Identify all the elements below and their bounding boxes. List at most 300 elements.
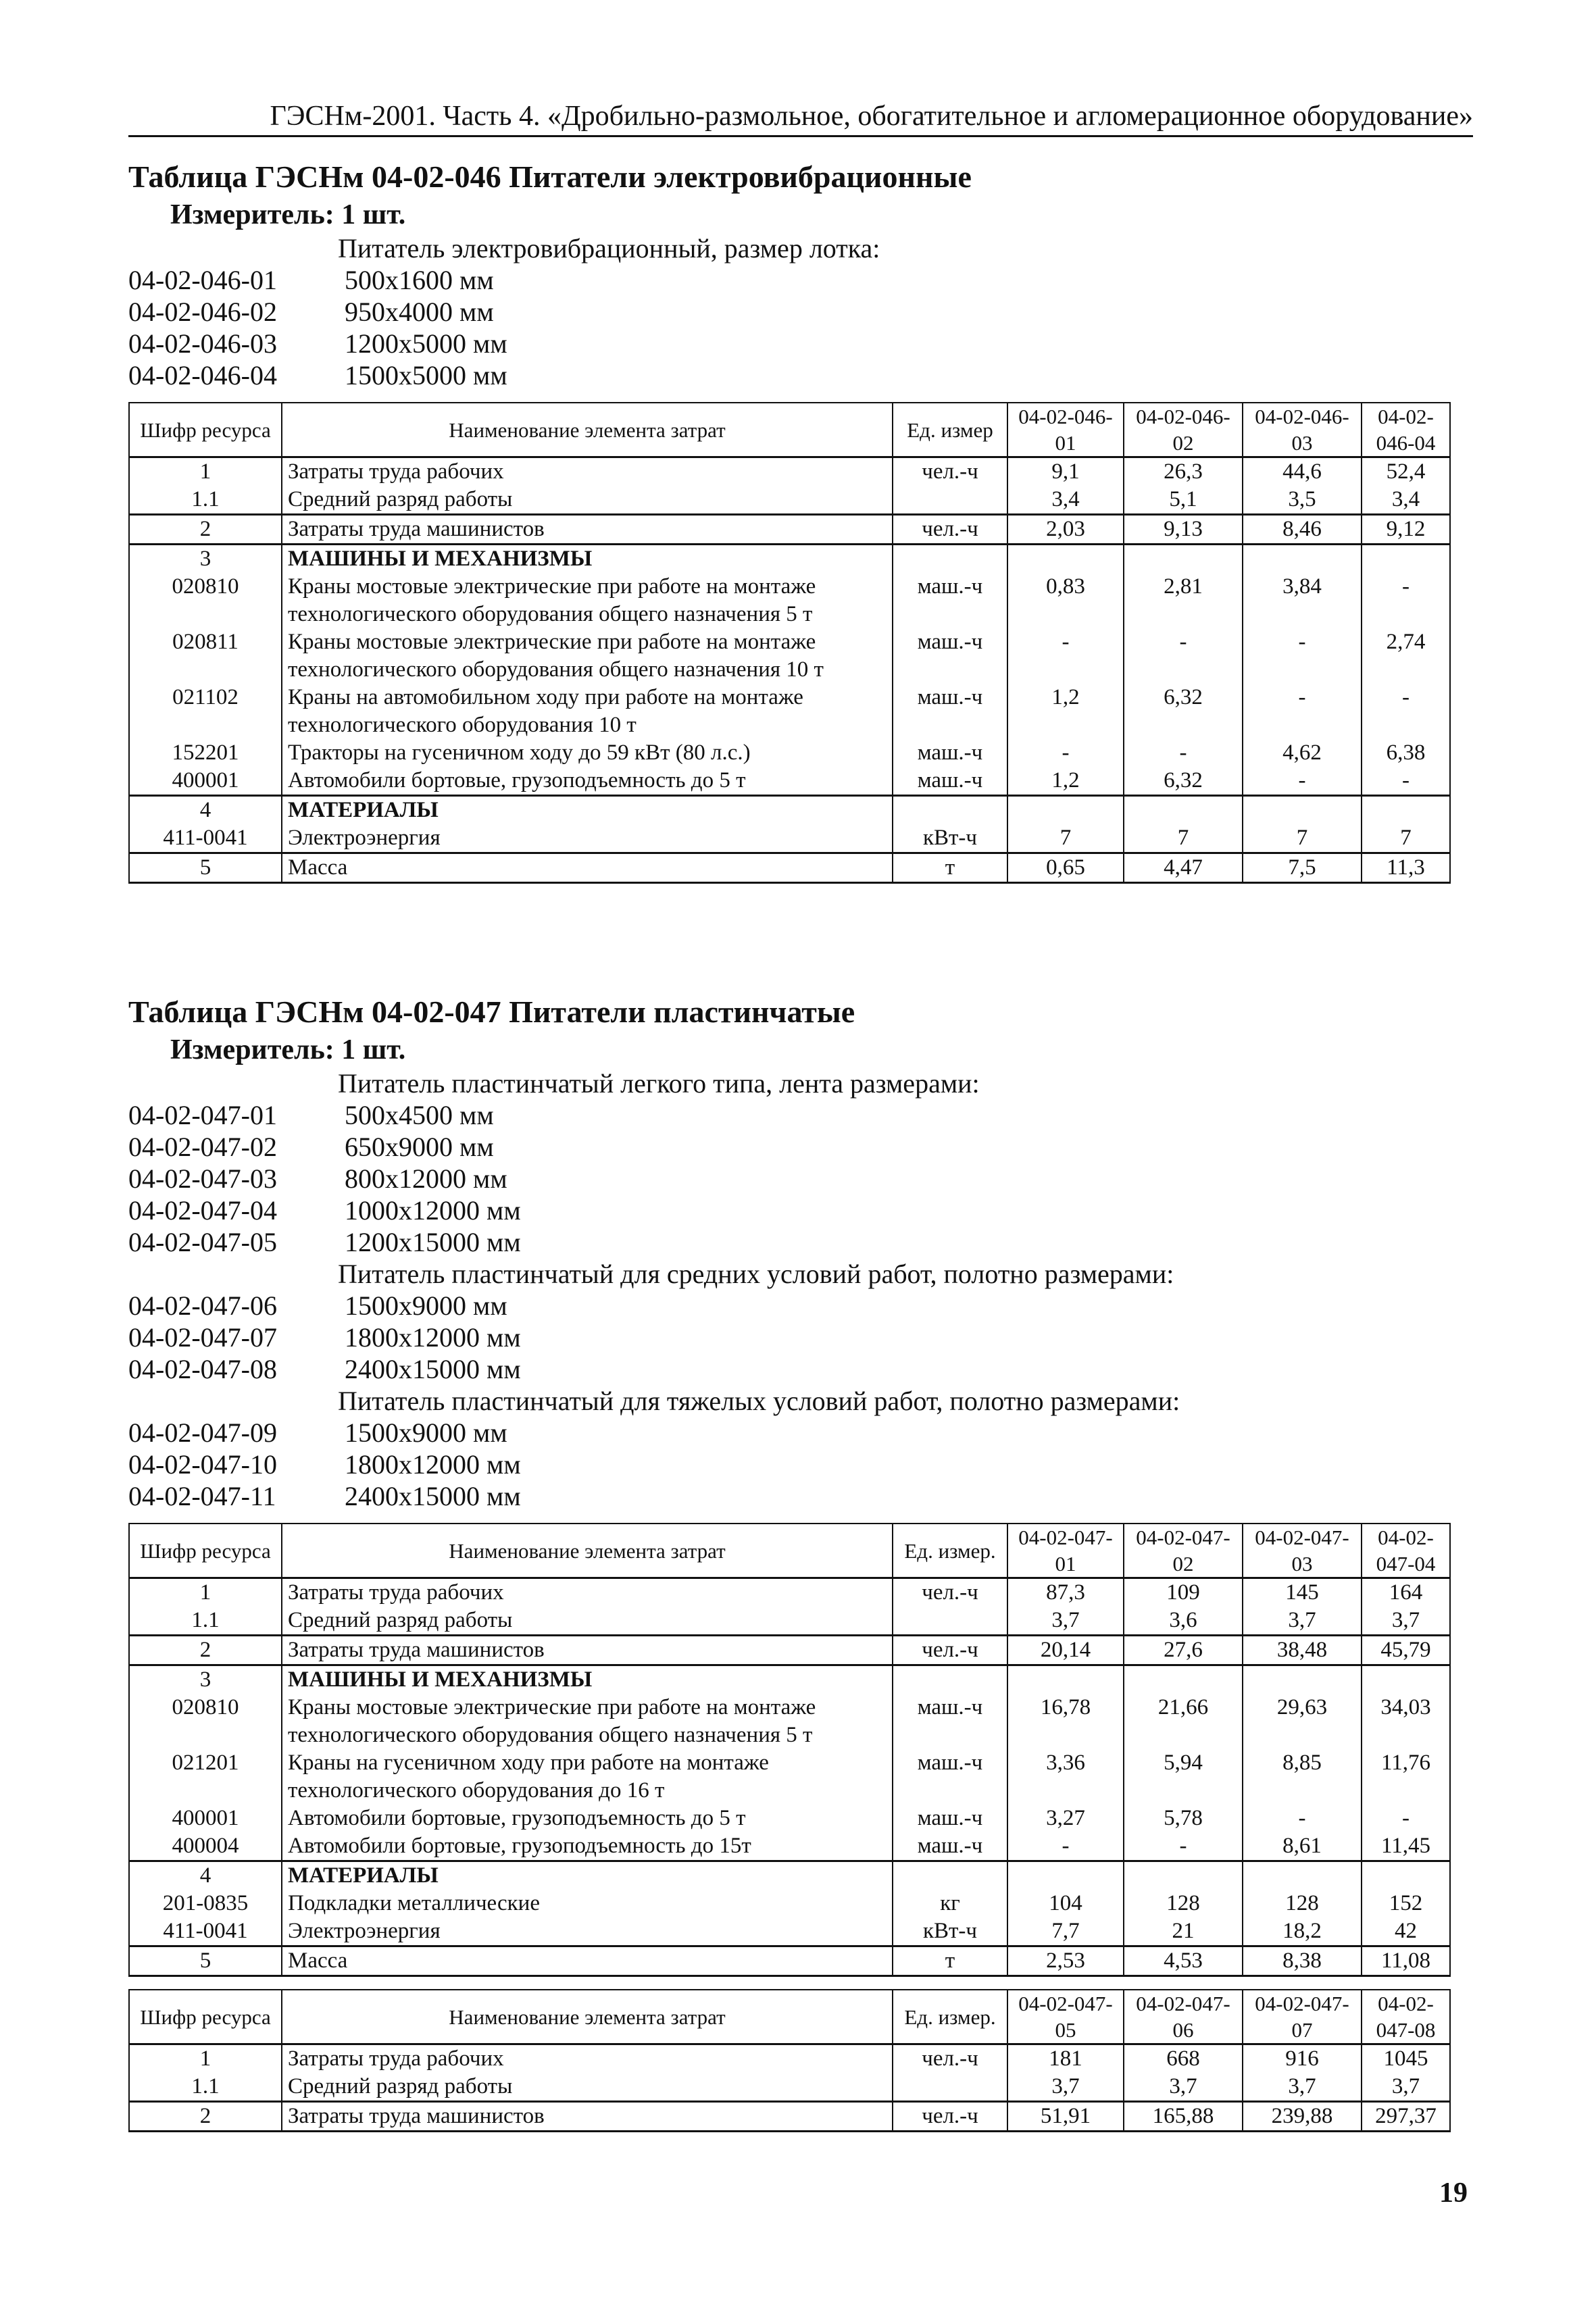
row-value: -: [1124, 739, 1243, 767]
table-row: [129, 1917, 1450, 1946]
row-code: 1.1: [129, 2073, 282, 2102]
row-code: 3: [129, 545, 282, 574]
header-code: Шифр ресурса: [129, 1524, 282, 1578]
variant-code: 04-02-046-02: [128, 297, 277, 327]
row-name: Автомобили бортовые, грузоподъемность до 5 т: [282, 767, 893, 796]
variant-group-header: Питатель электровибрационный, размер лотка:: [338, 233, 880, 263]
row-value: 5,78: [1124, 1805, 1243, 1832]
row-value: -: [1362, 1805, 1450, 1832]
row-value: 7: [1243, 824, 1362, 853]
row-unit: кВт-ч: [893, 824, 1007, 853]
table-row: [129, 457, 1450, 486]
row-code: 400004: [129, 1832, 282, 1861]
variant-code: 04-02-047-07: [128, 1322, 277, 1353]
row-value: [1007, 796, 1124, 825]
variant-code: 04-02-047-04: [128, 1195, 277, 1226]
row-value: 1045: [1362, 2044, 1450, 2073]
row-unit: [893, 1665, 1007, 1694]
row-name: Затраты труда машинистов: [282, 2102, 893, 2132]
row-value: 27,6: [1124, 1636, 1243, 1665]
row-value: [1243, 1861, 1362, 1890]
row-value: 9,12: [1362, 515, 1450, 545]
row-value: 181: [1007, 2044, 1124, 2073]
row-value: [1362, 1861, 1450, 1890]
row-value: 128: [1124, 1890, 1243, 1917]
table-047-unit: Измеритель: 1 шт.: [170, 1034, 406, 1065]
row-value: [1243, 545, 1362, 574]
table-row: [129, 1636, 1450, 1665]
header-norm-code: 04-02-047-06: [1124, 1990, 1243, 2044]
row-value: [1362, 545, 1450, 574]
variant-row: [128, 328, 1473, 359]
variant-row: [128, 264, 1473, 296]
row-value: 2,81: [1124, 573, 1243, 628]
row-value: 21,66: [1124, 1694, 1243, 1749]
row-value: 6,38: [1362, 739, 1450, 767]
row-value: 6,32: [1124, 767, 1243, 796]
row-value: 3,36: [1007, 1749, 1124, 1805]
row-unit: маш.-ч: [893, 767, 1007, 796]
row-value: -: [1362, 767, 1450, 796]
variant-size: 1500x9000 мм: [345, 1290, 507, 1321]
row-unit: т: [893, 1946, 1007, 1976]
row-value: 109: [1124, 1578, 1243, 1607]
row-name: Электроэнергия: [282, 824, 893, 853]
table-row: [129, 486, 1450, 515]
row-name: Затраты труда рабочих: [282, 457, 893, 486]
row-value: -: [1124, 1832, 1243, 1861]
variant-row: [128, 1322, 1473, 1353]
variant-group-header: Питатель пластинчатый легкого типа, лента размерами:: [338, 1068, 980, 1099]
row-value: 104: [1007, 1890, 1124, 1917]
row-value: 34,03: [1362, 1694, 1450, 1749]
variant-size: 2400x15000 мм: [345, 1354, 521, 1384]
row-code: 020810: [129, 1694, 282, 1749]
row-code: 152201: [129, 739, 282, 767]
row-value: 1,2: [1007, 767, 1124, 796]
row-value: 3,7: [1243, 1607, 1362, 1636]
row-value: 7,5: [1243, 853, 1362, 883]
variant-size: 1200x5000 мм: [345, 328, 507, 359]
row-unit: чел.-ч: [893, 457, 1007, 486]
table-row: [129, 515, 1450, 545]
row-name: Краны мостовые электрические при работе на монтаже технологического оборудования общего назначения 10 т: [282, 628, 893, 684]
row-value: 3,4: [1362, 486, 1450, 515]
variant-group-header: Питатель пластинчатый для средних условий работ, полотно размерами:: [338, 1259, 1174, 1289]
row-name: Затраты труда рабочих: [282, 2044, 893, 2073]
row-value: 18,2: [1243, 1917, 1362, 1946]
row-name: Средний разряд работы: [282, 1607, 893, 1636]
row-value: 21: [1124, 1917, 1243, 1946]
row-value: 52,4: [1362, 457, 1450, 486]
row-value: 916: [1243, 2044, 1362, 2073]
row-value: 20,14: [1007, 1636, 1124, 1665]
running-head: ГЭСНм-2001. Часть 4. «Дробильно-размольное, обогатительное и агломерационное оборудование»: [128, 100, 1473, 137]
row-code: 2: [129, 515, 282, 545]
row-code: 1: [129, 457, 282, 486]
row-value: 8,85: [1243, 1749, 1362, 1805]
row-value: 0,83: [1007, 573, 1124, 628]
resource-table-047-part2: [128, 1989, 1451, 2132]
row-value: 128: [1243, 1890, 1362, 1917]
table-row: [129, 1578, 1450, 1607]
row-unit: чел.-ч: [893, 2102, 1007, 2132]
row-unit: маш.-ч: [893, 1805, 1007, 1832]
header-norm-code: 04-02-047-03: [1243, 1524, 1362, 1578]
row-name: Тракторы на гусеничном ходу до 59 кВт (80 л.с.): [282, 739, 893, 767]
row-code: 201-0835: [129, 1890, 282, 1917]
row-code: 411-0041: [129, 824, 282, 853]
table-047-title: Таблица ГЭСНм 04-02-047 Питатели пластинчатые: [128, 995, 855, 1029]
row-unit: маш.-ч: [893, 628, 1007, 684]
row-value: 5,1: [1124, 486, 1243, 515]
row-name: Автомобили бортовые, грузоподъемность до 5 т: [282, 1805, 893, 1832]
row-value: 3,7: [1362, 2073, 1450, 2102]
row-value: [1007, 545, 1124, 574]
table-046-unit: Измеритель: 1 шт.: [170, 199, 406, 230]
table-header: [129, 1524, 1450, 1578]
row-unit: маш.-ч: [893, 1832, 1007, 1861]
variant-size: 950x4000 мм: [345, 297, 494, 327]
row-unit: [893, 545, 1007, 574]
section-table-047: [128, 992, 1473, 2132]
row-value: 3,4: [1007, 486, 1124, 515]
row-code: 021201: [129, 1749, 282, 1805]
row-value: -: [1362, 684, 1450, 739]
row-name: Электроэнергия: [282, 1917, 893, 1946]
row-unit: [893, 486, 1007, 515]
variant-row: [128, 1099, 1473, 1131]
row-value: 8,38: [1243, 1946, 1362, 1976]
row-value: 51,91: [1007, 2102, 1124, 2132]
row-value: -: [1243, 684, 1362, 739]
row-name: МАШИНЫ И МЕХАНИЗМЫ: [282, 1665, 893, 1694]
row-name: Затраты труда рабочих: [282, 1578, 893, 1607]
variant-code: 04-02-047-03: [128, 1163, 277, 1194]
variant-code: 04-02-046-03: [128, 328, 277, 359]
row-value: [1007, 1861, 1124, 1890]
variant-row: [128, 1290, 1473, 1322]
row-code: 400001: [129, 1805, 282, 1832]
variant-row: [128, 1194, 1473, 1226]
row-value: 4,62: [1243, 739, 1362, 767]
row-code: 3: [129, 1665, 282, 1694]
row-name: Масса: [282, 1946, 893, 1976]
row-unit: чел.-ч: [893, 515, 1007, 545]
row-code: 020811: [129, 628, 282, 684]
row-value: 26,3: [1124, 457, 1243, 486]
row-value: 7: [1124, 824, 1243, 853]
row-value: 3,7: [1124, 2073, 1243, 2102]
header-code: Шифр ресурса: [129, 403, 282, 457]
row-value: 3,27: [1007, 1805, 1124, 1832]
row-value: -: [1007, 628, 1124, 684]
header-name: Наименование элемента затрат: [282, 403, 893, 457]
row-value: 42: [1362, 1917, 1450, 1946]
row-unit: маш.-ч: [893, 573, 1007, 628]
row-value: 29,63: [1243, 1694, 1362, 1749]
page-number: 19: [1439, 2178, 1468, 2209]
row-code: 1: [129, 1578, 282, 1607]
row-value: 8,46: [1243, 515, 1362, 545]
row-code: 400001: [129, 767, 282, 796]
header-unit: Ед. измер.: [893, 1524, 1007, 1578]
row-value: 11,08: [1362, 1946, 1450, 1976]
variant-row: [128, 1131, 1473, 1163]
row-name: Подкладки металлические: [282, 1890, 893, 1917]
row-unit: [893, 2073, 1007, 2102]
row-value: 9,1: [1007, 457, 1124, 486]
header-row: [129, 1990, 1450, 2044]
table-row: [129, 767, 1450, 796]
row-code: 411-0041: [129, 1917, 282, 1946]
variant-size: 500x1600 мм: [345, 265, 494, 295]
row-value: [1362, 1665, 1450, 1694]
table-row: [129, 684, 1450, 739]
header-norm-code: 04-02-047-02: [1124, 1524, 1243, 1578]
row-value: 45,79: [1362, 1636, 1450, 1665]
row-value: 4,53: [1124, 1946, 1243, 1976]
row-value: [1124, 796, 1243, 825]
variant-code: 04-02-046-04: [128, 360, 277, 391]
variant-row: [128, 1449, 1473, 1480]
variant-group-header: Питатель пластинчатый для тяжелых условий работ, полотно размерами:: [338, 1386, 1180, 1416]
row-name: МАШИНЫ И МЕХАНИЗМЫ: [282, 545, 893, 574]
row-name: МАТЕРИАЛЫ: [282, 796, 893, 825]
table-046-title: Таблица ГЭСНм 04-02-046 Питатели электровибрационные: [128, 159, 972, 194]
row-value: 11,45: [1362, 1832, 1450, 1861]
variant-row: [128, 1417, 1473, 1449]
header-code: Шифр ресурса: [129, 1990, 282, 2044]
row-value: 9,13: [1124, 515, 1243, 545]
variant-size: 1500x5000 мм: [345, 360, 507, 391]
row-unit: чел.-ч: [893, 2044, 1007, 2073]
row-code: 2: [129, 1636, 282, 1665]
row-value: [1124, 1665, 1243, 1694]
row-value: 2,03: [1007, 515, 1124, 545]
row-name: Краны мостовые электрические при работе на монтаже технологического оборудования общего назначения 5 т: [282, 573, 893, 628]
row-value: -: [1243, 1805, 1362, 1832]
variant-row: [128, 359, 1473, 391]
resource-table-046: [128, 402, 1451, 884]
header-norm-code: 04-02-047-08: [1362, 1990, 1450, 2044]
table-row: [129, 1946, 1450, 1976]
row-value: 6,32: [1124, 684, 1243, 739]
row-value: 8,61: [1243, 1832, 1362, 1861]
table-row: [129, 573, 1450, 628]
row-value: 0,65: [1007, 853, 1124, 883]
header-norm-code: 04-02-047-07: [1243, 1990, 1362, 2044]
row-value: 2,53: [1007, 1946, 1124, 1976]
row-value: [1362, 796, 1450, 825]
row-name: Краны на автомобильном ходу при работе на монтаже технологического оборудования 10 т: [282, 684, 893, 739]
table-row: [129, 1861, 1450, 1890]
row-value: -: [1362, 573, 1450, 628]
table-row: [129, 2073, 1450, 2102]
table-row: [129, 2102, 1450, 2132]
header-norm-code: 04-02-046-03: [1243, 403, 1362, 457]
variant-size: 1000x12000 мм: [345, 1195, 521, 1226]
row-name: Краны мостовые электрические при работе на монтаже технологического оборудования общего назначения 5 т: [282, 1694, 893, 1749]
table-row: [129, 628, 1450, 684]
row-value: [1124, 1861, 1243, 1890]
row-unit: маш.-ч: [893, 1694, 1007, 1749]
row-value: 7,7: [1007, 1917, 1124, 1946]
table-row: [129, 1694, 1450, 1749]
row-value: 145: [1243, 1578, 1362, 1607]
row-code: 5: [129, 853, 282, 883]
table-header: [129, 1990, 1450, 2044]
row-value: 1,2: [1007, 684, 1124, 739]
table-row: [129, 1832, 1450, 1861]
row-value: -: [1124, 628, 1243, 684]
row-value: -: [1243, 767, 1362, 796]
header-norm-code: 04-02-047-04: [1362, 1524, 1450, 1578]
row-value: 152: [1362, 1890, 1450, 1917]
table-row: [129, 1890, 1450, 1917]
variant-row: [128, 1480, 1473, 1512]
header-norm-code: 04-02-047-01: [1007, 1524, 1124, 1578]
row-value: -: [1007, 739, 1124, 767]
variant-size: 1800x12000 мм: [345, 1322, 521, 1353]
row-code: 5: [129, 1946, 282, 1976]
row-unit: кВт-ч: [893, 1917, 1007, 1946]
table-header: [129, 403, 1450, 457]
table-046-variants: [128, 232, 1473, 391]
row-name: Средний разряд работы: [282, 486, 893, 515]
row-value: 2,74: [1362, 628, 1450, 684]
row-value: 239,88: [1243, 2102, 1362, 2132]
table-row: [129, 824, 1450, 853]
variant-size: 800x12000 мм: [345, 1163, 507, 1194]
row-value: 3,7: [1007, 1607, 1124, 1636]
variant-size: 1500x9000 мм: [345, 1417, 507, 1448]
variant-row: [128, 296, 1473, 328]
variant-code: 04-02-047-09: [128, 1417, 277, 1448]
row-value: 668: [1124, 2044, 1243, 2073]
header-norm-code: 04-02-046-04: [1362, 403, 1450, 457]
row-value: 5,94: [1124, 1749, 1243, 1805]
variant-row: [128, 1226, 1473, 1258]
row-value: [1007, 1665, 1124, 1694]
header-name: Наименование элемента затрат: [282, 1990, 893, 2044]
row-value: 7: [1362, 824, 1450, 853]
row-value: [1124, 545, 1243, 574]
row-value: 11,3: [1362, 853, 1450, 883]
variant-code: 04-02-046-01: [128, 265, 277, 295]
variant-row: [128, 1353, 1473, 1385]
header-norm-code: 04-02-046-01: [1007, 403, 1124, 457]
row-value: 3,7: [1243, 2073, 1362, 2102]
row-unit: кг: [893, 1890, 1007, 1917]
variant-size: 1200x15000 мм: [345, 1227, 521, 1257]
row-value: 38,48: [1243, 1636, 1362, 1665]
variant-size: 1800x12000 мм: [345, 1449, 521, 1480]
row-value: 87,3: [1007, 1578, 1124, 1607]
row-value: 297,37: [1362, 2102, 1450, 2132]
table-body: [129, 2044, 1450, 2132]
row-code: 4: [129, 796, 282, 825]
row-value: [1243, 1665, 1362, 1694]
row-value: 3,7: [1007, 2073, 1124, 2102]
variant-code: 04-02-047-01: [128, 1100, 277, 1130]
row-value: 4,47: [1124, 853, 1243, 883]
variant-code: 04-02-047-05: [128, 1227, 277, 1257]
row-unit: [893, 796, 1007, 825]
table-body: [129, 1578, 1450, 1976]
row-code: 2: [129, 2102, 282, 2132]
variant-list: [128, 264, 1473, 391]
table-row: [129, 739, 1450, 767]
variant-size: 2400x15000 мм: [345, 1481, 521, 1511]
row-name: МАТЕРИАЛЫ: [282, 1861, 893, 1890]
table-row: [129, 545, 1450, 574]
table-body: [129, 457, 1450, 883]
row-code: 1.1: [129, 1607, 282, 1636]
row-value: 44,6: [1243, 457, 1362, 486]
table-row: [129, 1805, 1450, 1832]
row-value: 165,88: [1124, 2102, 1243, 2132]
variant-row: [128, 1163, 1473, 1194]
row-value: -: [1007, 1832, 1124, 1861]
header-row: [129, 403, 1450, 457]
variant-code: 04-02-047-08: [128, 1354, 277, 1384]
row-unit: маш.-ч: [893, 1749, 1007, 1805]
row-name: Средний разряд работы: [282, 2073, 893, 2102]
row-unit: чел.-ч: [893, 1578, 1007, 1607]
row-name: Масса: [282, 853, 893, 883]
row-value: 3,7: [1362, 1607, 1450, 1636]
row-code: 4: [129, 1861, 282, 1890]
row-value: 16,78: [1007, 1694, 1124, 1749]
variant-code: 04-02-047-06: [128, 1290, 277, 1321]
variant-size: 500x4500 мм: [345, 1100, 494, 1130]
variant-code: 04-02-047-11: [128, 1481, 276, 1511]
row-unit: т: [893, 853, 1007, 883]
table-row: [129, 1665, 1450, 1694]
header-row: [129, 1524, 1450, 1578]
row-value: 3,84: [1243, 573, 1362, 628]
header-norm-code: 04-02-047-05: [1007, 1990, 1124, 2044]
row-code: 020810: [129, 573, 282, 628]
row-code: 1: [129, 2044, 282, 2073]
row-name: Автомобили бортовые, грузоподъемность до 15т: [282, 1832, 893, 1861]
row-value: 3,5: [1243, 486, 1362, 515]
header-name: Наименование элемента затрат: [282, 1524, 893, 1578]
variant-code: 04-02-047-10: [128, 1449, 277, 1480]
resource-table-047-part1: [128, 1523, 1451, 1977]
row-unit: маш.-ч: [893, 684, 1007, 739]
row-value: 7: [1007, 824, 1124, 853]
variant-size: 650x9000 мм: [345, 1132, 494, 1162]
row-unit: маш.-ч: [893, 739, 1007, 767]
row-value: 3,6: [1124, 1607, 1243, 1636]
header-unit: Ед. измер: [893, 403, 1007, 457]
row-value: 164: [1362, 1578, 1450, 1607]
row-code: 021102: [129, 684, 282, 739]
table-row: [129, 1607, 1450, 1636]
variant-code: 04-02-047-02: [128, 1132, 277, 1162]
table-row: [129, 1749, 1450, 1805]
row-name: Краны на гусеничном ходу при работе на монтаже технологического оборудования до 16 т: [282, 1749, 893, 1805]
row-value: 11,76: [1362, 1749, 1450, 1805]
row-value: [1243, 796, 1362, 825]
header-unit: Ед. измер.: [893, 1990, 1007, 2044]
row-value: -: [1243, 628, 1362, 684]
row-unit: [893, 1861, 1007, 1890]
table-row: [129, 796, 1450, 825]
row-code: 1.1: [129, 486, 282, 515]
